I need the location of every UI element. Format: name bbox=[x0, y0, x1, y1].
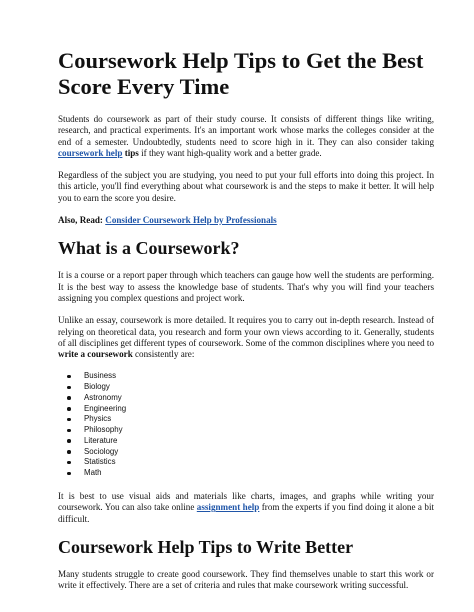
list-item-label: Literature bbox=[84, 435, 118, 445]
list-item-label: Math bbox=[84, 468, 102, 478]
bullet-icon bbox=[67, 407, 71, 411]
section1-p3-after: from the experts if you find doing it alone a bit difficult. bbox=[58, 502, 434, 524]
section2-paragraph-1: Many students struggle to create good coursework. They find themselves unable to start this work or write it effectively. There are a set of criteria and rules that make coursework writing successful. bbox=[58, 568, 434, 591]
list-item-label: Philosophy bbox=[84, 425, 123, 435]
list-item bbox=[58, 414, 434, 425]
bullet-icon bbox=[67, 429, 71, 433]
section1-p3-text: It is best to use visual aids and materials like charts, images, and graphs while writing your coursework. You can also take online bbox=[58, 490, 434, 513]
bullet-icon bbox=[67, 418, 71, 422]
assignment-help-link[interactable]: assignment help bbox=[196, 502, 260, 513]
bullet-icon bbox=[67, 450, 71, 454]
list-item bbox=[58, 457, 434, 468]
intro-text: Students do coursework as part of their study course. It consists of different things like writing, research, and practical experiments. It's an important work whose marks the colleges consider at the end of a semester. Undoubtedly, students need to score high in it. They can also consider taking bbox=[58, 114, 434, 147]
list-item-label: Engineering bbox=[84, 403, 127, 413]
bullet-icon bbox=[67, 375, 71, 379]
list-item bbox=[58, 382, 434, 393]
section1-p2-after: consistently are: bbox=[132, 349, 195, 360]
also-read-link[interactable]: Consider Coursework Help by Professionals bbox=[105, 215, 277, 226]
also-read-label: Also, Read: bbox=[58, 215, 106, 226]
bullet-icon bbox=[67, 396, 71, 400]
section-heading-tips-to-write-better: Coursework Help Tips to Write Better bbox=[58, 536, 354, 557]
section1-paragraph-2 bbox=[58, 315, 434, 360]
list-item-label: Biology bbox=[84, 382, 110, 392]
list-item bbox=[58, 447, 434, 458]
intro-paragraph bbox=[58, 114, 434, 159]
section1-p2-text: Unlike an essay, coursework is more detailed. It requires you to carry out in-depth research. Instead of relying on theoretical data, you research and form your own views according to it. Generally, students of all disciplines get different types of coursework. Some of the common disciplines where you need to bbox=[58, 315, 434, 348]
section1-paragraph-1: It is a course or a report paper through which teachers can gauge how well the students are performing. It is the best way to assess the knowledge base of students. That's why you will find your teachers assigning you complex questions and project work. bbox=[58, 270, 434, 303]
section1-paragraph-3 bbox=[58, 491, 434, 525]
section-heading-what-is-coursework: What is a Coursework? bbox=[58, 238, 240, 259]
list-item-label: Astronomy bbox=[84, 392, 122, 402]
list-item bbox=[58, 436, 434, 447]
intro-after: if they want high-quality work and a better grade. bbox=[138, 147, 322, 158]
paragraph-2: Regardless of the subject you are studying, you need to put your full efforts into doing this project. In this article, you'll find everything about what coursework is and the steps to make it better. It will help you to earn the score you desire. bbox=[58, 170, 434, 203]
list-item-label: Business bbox=[84, 371, 117, 381]
bullet-icon bbox=[67, 472, 71, 476]
list-item bbox=[58, 371, 434, 382]
list-item bbox=[58, 425, 434, 436]
disciplines-list bbox=[58, 371, 434, 479]
list-item bbox=[58, 468, 434, 479]
also-read-line bbox=[58, 215, 434, 226]
page-title: Coursework Help Tips to Get the Best Score Every Time bbox=[58, 48, 424, 99]
intro-bold-tips: tips bbox=[122, 147, 139, 158]
coursework-help-link[interactable]: coursework help bbox=[58, 147, 123, 158]
list-item bbox=[58, 393, 434, 404]
write-a-coursework-bold: write a coursework bbox=[58, 349, 133, 360]
bullet-icon bbox=[67, 439, 71, 443]
list-item-label: Statistics bbox=[84, 457, 116, 467]
list-item bbox=[58, 404, 434, 415]
list-item-label: Sociology bbox=[84, 446, 119, 456]
list-item-label: Physics bbox=[84, 414, 112, 424]
bullet-icon bbox=[67, 461, 71, 465]
bullet-icon bbox=[67, 386, 71, 390]
